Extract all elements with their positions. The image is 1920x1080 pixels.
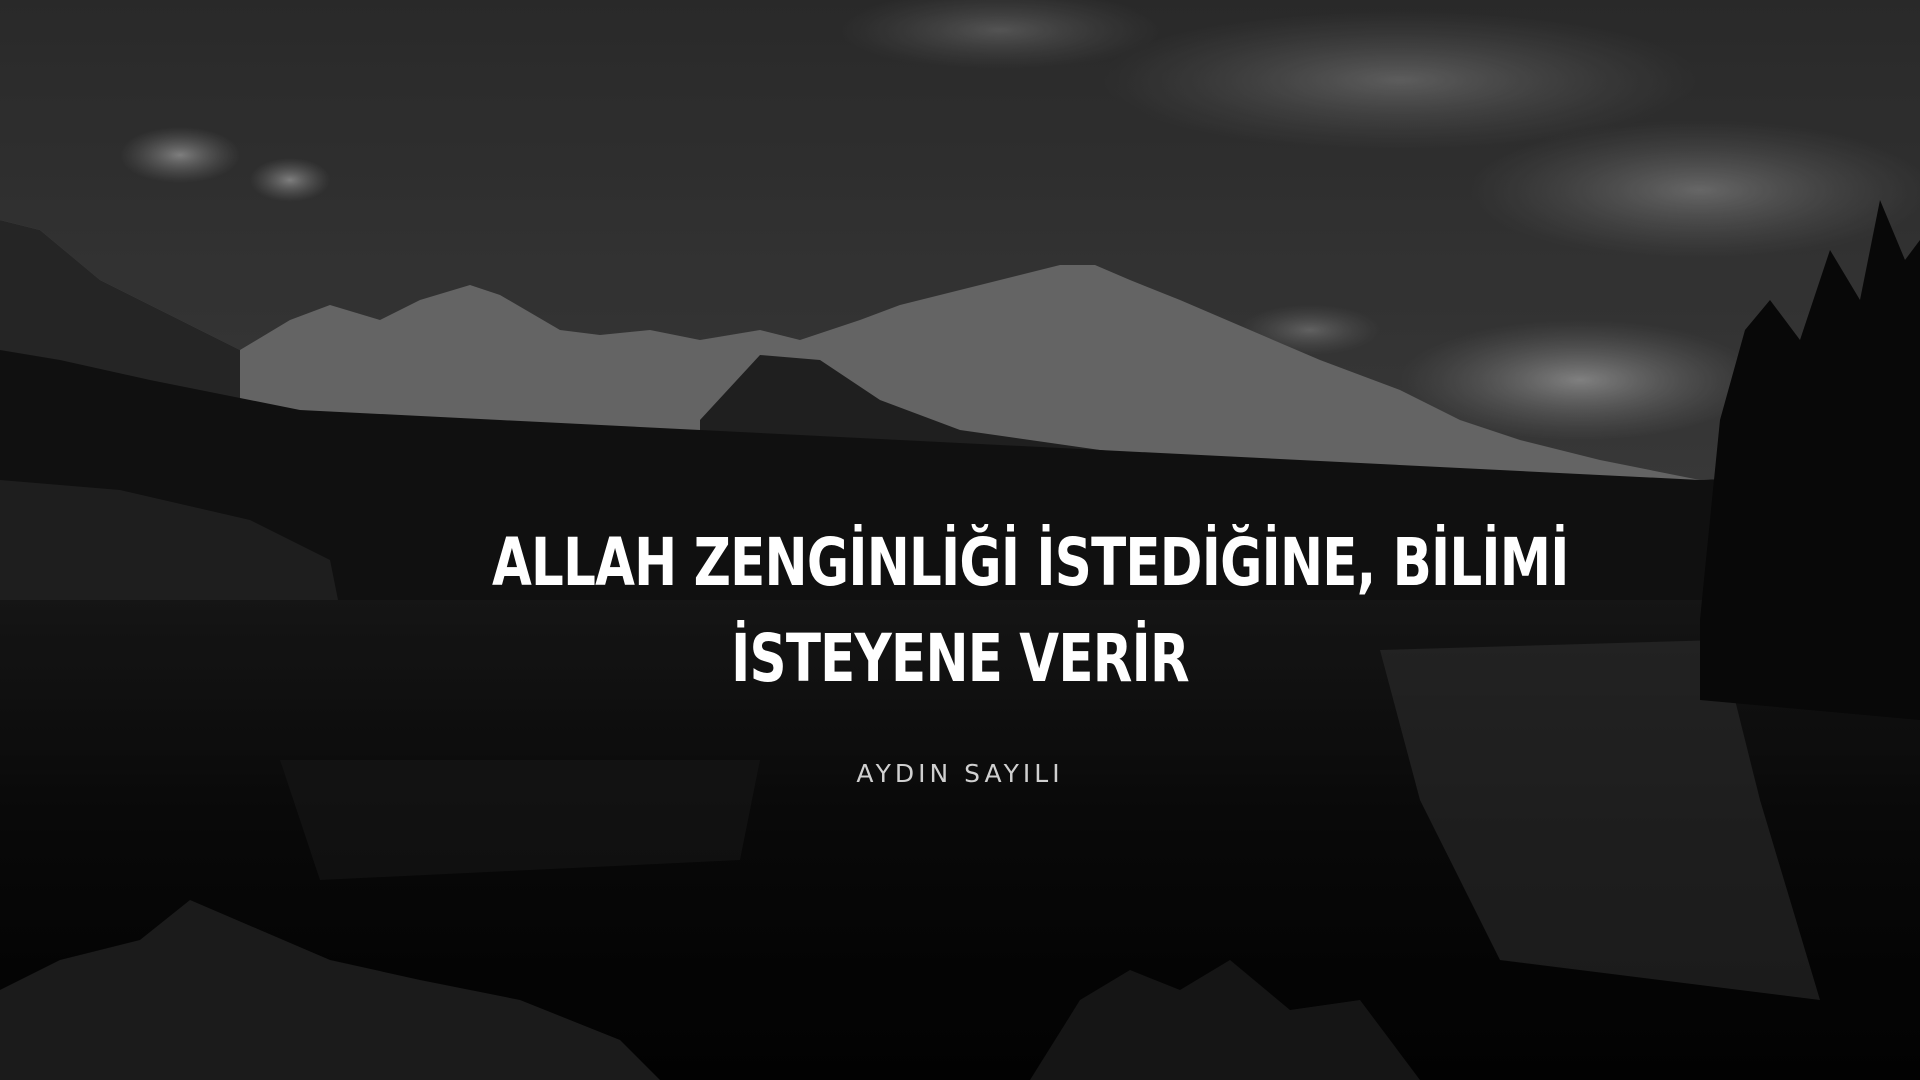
quote-author: AYDIN SAYILI <box>856 759 1064 788</box>
quote-line-1: ALLAH ZENGİNLİĞİ İSTEDİĞİNE, BİLİMİ <box>492 524 1569 601</box>
quote-line-2: İSTEYENE VERİR <box>731 620 1189 697</box>
quote-block <box>360 515 1569 788</box>
